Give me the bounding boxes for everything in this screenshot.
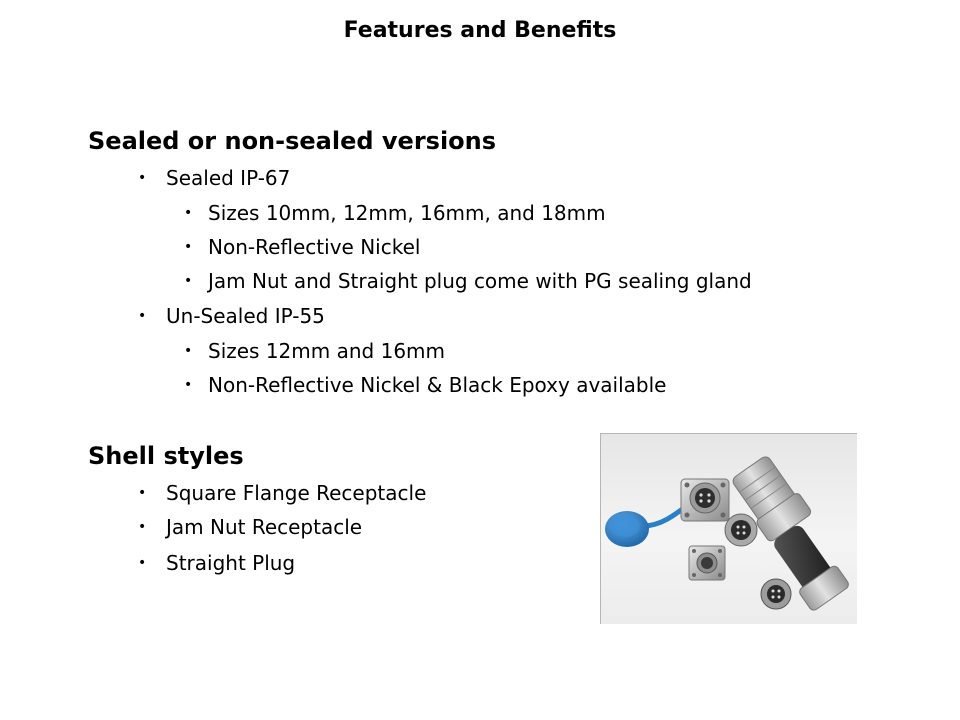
bullet-label: Sizes 12mm and 16mm <box>208 339 446 363</box>
bullet-square-flange <box>138 481 427 505</box>
bullet-dot: • <box>138 170 147 186</box>
bullet-dot: • <box>184 377 193 393</box>
bullet-sizes-unsealed <box>184 339 446 363</box>
bullet-sealed-ip67 <box>138 166 291 190</box>
bullet-finish-options <box>184 373 667 397</box>
blue-dust-cap <box>605 504 689 547</box>
bullet-dot: • <box>138 485 147 501</box>
bullet-label: Un-Sealed IP-55 <box>166 304 325 328</box>
bullet-straight-plug <box>138 551 296 575</box>
bullet-jam-nut-gland <box>184 269 752 293</box>
bullet-dot: • <box>184 205 193 221</box>
slide-title: Features and Benefits <box>343 18 617 43</box>
bullet-unsealed-ip55 <box>138 304 325 328</box>
bullet-dot: • <box>184 239 193 255</box>
connector-product-photo <box>600 433 857 624</box>
bullet-nonreflective-nickel <box>184 235 421 259</box>
bullet-sizes-sealed <box>184 201 606 225</box>
bullet-dot: • <box>184 343 193 359</box>
bullet-dot: • <box>138 308 147 324</box>
square-flange-receptacle <box>681 479 729 521</box>
bullet-label: Sealed IP-67 <box>166 166 291 190</box>
bullet-label: Non-Reflective Nickel <box>208 235 421 259</box>
bullet-dot: • <box>138 555 147 571</box>
bullet-dot: • <box>138 519 147 535</box>
bullet-label: Straight Plug <box>166 551 296 575</box>
bullet-dot: • <box>184 273 193 289</box>
section-heading-sealed: Sealed or non-sealed versions <box>88 127 497 155</box>
bullet-label: Jam Nut Receptacle <box>166 515 363 539</box>
bullet-label: Jam Nut and Straight plug come with PG sealing gland <box>208 269 752 293</box>
square-flange-receptacle-small <box>689 546 725 580</box>
bullet-jam-nut-receptacle <box>138 515 363 539</box>
bullet-label: Non-Reflective Nickel & Black Epoxy available <box>208 373 667 397</box>
bullet-label: Sizes 10mm, 12mm, 16mm, and 18mm <box>208 201 606 225</box>
bullet-label: Square Flange Receptacle <box>166 481 427 505</box>
connector-illustration <box>601 434 857 624</box>
section-heading-shell-styles: Shell styles <box>88 442 244 470</box>
